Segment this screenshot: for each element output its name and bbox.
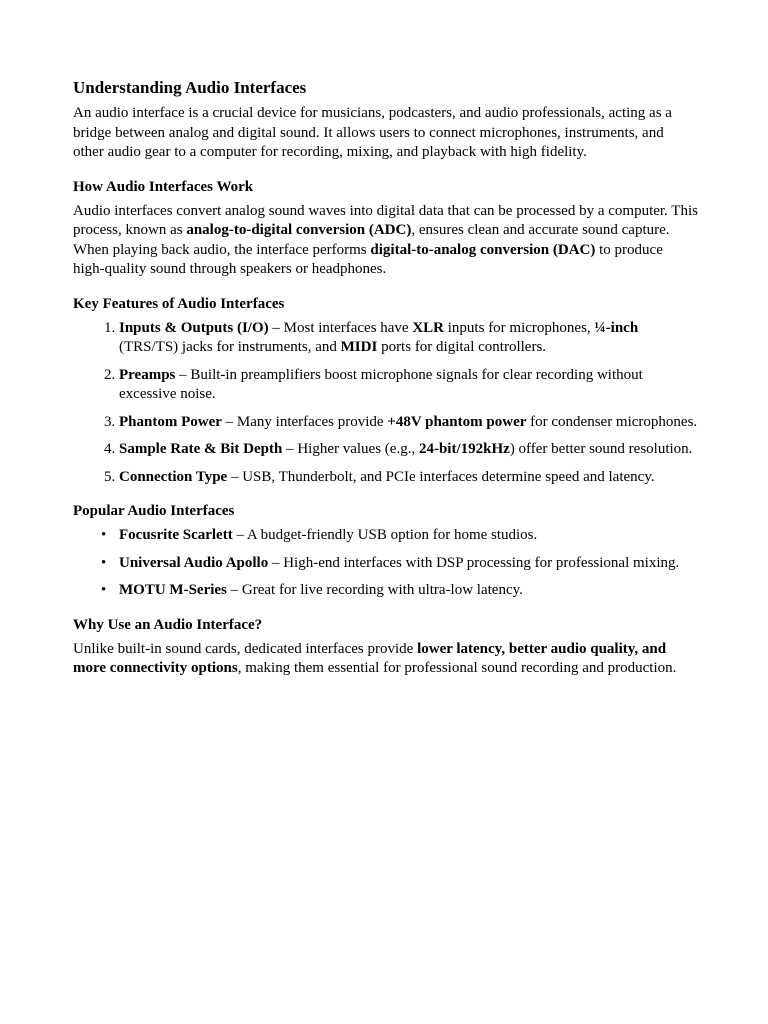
interface-desc: – A budget-friendly USB option for home studios. <box>232 527 538 543</box>
interface-desc: – Great for live recording with ultra-low latency. <box>226 582 523 598</box>
popular-heading: Popular Audio Interfaces <box>73 503 235 519</box>
bullet-icon: • <box>101 554 107 571</box>
list-item <box>101 581 698 601</box>
why-bold: lower latency, better audio quality, and more connectivity options <box>73 640 667 676</box>
how-text-1: Audio interfaces convert analog sound waves into digital data that can be processed by a computer. This process, known as <box>73 202 698 238</box>
features-heading: Key Features of Audio Interfaces <box>73 295 285 312</box>
features-list <box>73 319 698 488</box>
interface-desc: – High-end interfaces with DSP processing for professional mixing. <box>268 554 680 571</box>
why-text-2: , making them essential for professional sound recording and production. <box>237 660 677 676</box>
feature-term: Inputs & Outputs (I/O) <box>119 319 269 336</box>
how-paragraph <box>73 202 698 280</box>
feature-text: for condenser microphones. <box>526 413 698 430</box>
why-heading: Why Use an Audio Interface? <box>73 616 263 633</box>
list-item <box>101 526 698 546</box>
feature-text: inputs for microphones, <box>444 319 595 336</box>
bullet-icon: • <box>101 582 107 598</box>
feature-text: – Built-in preamplifiers boost microphone signals for clear recording without excessive noise. <box>119 366 643 402</box>
how-text-2: , ensures clean and accurate sound capture. When playing back audio, the interface performs <box>73 222 670 258</box>
feature-text: – Most interfaces have <box>268 319 413 336</box>
feature-text: – USB, Thunderbolt, and PCIe interfaces determine speed and latency. <box>227 468 655 485</box>
why-text-1: Unlike built-in sound cards, dedicated interfaces provide <box>73 640 418 657</box>
feature-item-sample-rate <box>119 440 698 460</box>
how-text-3: to produce high-quality sound through speakers or headphones. <box>73 241 663 277</box>
feature-24bit: 24-bit/192kHz <box>418 441 510 457</box>
bullet-icon: • <box>101 527 107 543</box>
feature-term: Connection Type <box>119 468 228 485</box>
feature-term: Preamps <box>119 366 176 383</box>
feature-text: ) offer better sound resolution. <box>509 441 693 457</box>
how-dac: digital-to-analog conversion (DAC) <box>370 241 596 258</box>
intro-paragraph: An audio interface is a crucial device for musicians, podcasters, and audio professionals, acting as a bridge between analog and digital sound. It allows users to connect microphones, instruments, and other audio gear to a computer for recording, mixing, and playback with high fidelity. <box>73 105 672 160</box>
feature-item-preamps <box>119 366 698 405</box>
page-title: Understanding Audio Interfaces <box>73 78 307 97</box>
feature-text: ports for digital controllers. <box>377 339 547 355</box>
feature-midi: MIDI <box>340 339 378 355</box>
interface-name: Universal Audio Apollo <box>119 554 269 571</box>
why-paragraph <box>73 640 698 679</box>
feature-quarter-inch: ¼-inch <box>594 319 639 336</box>
interface-name: MOTU M-Series <box>119 582 227 598</box>
list-item <box>101 554 698 574</box>
feature-term: Phantom Power <box>119 413 222 430</box>
feature-text: – Higher values (e.g., <box>282 441 419 457</box>
interface-name: Focusrite Scarlett <box>119 527 233 543</box>
feature-item-phantom-power <box>119 413 698 433</box>
feature-text: – Many interfaces provide <box>221 413 388 430</box>
feature-xlr: XLR <box>412 319 445 336</box>
how-heading: How Audio Interfaces Work <box>73 178 254 195</box>
popular-list <box>73 526 698 601</box>
feature-item-connection <box>119 468 698 488</box>
feature-item-io <box>119 319 698 358</box>
feature-term: Sample Rate & Bit Depth <box>119 441 283 457</box>
how-adc: analog-to-digital conversion (ADC) <box>186 222 412 238</box>
feature-text: (TRS/TS) jacks for instruments, and <box>119 339 341 355</box>
feature-48v: +48V phantom power <box>387 413 527 430</box>
